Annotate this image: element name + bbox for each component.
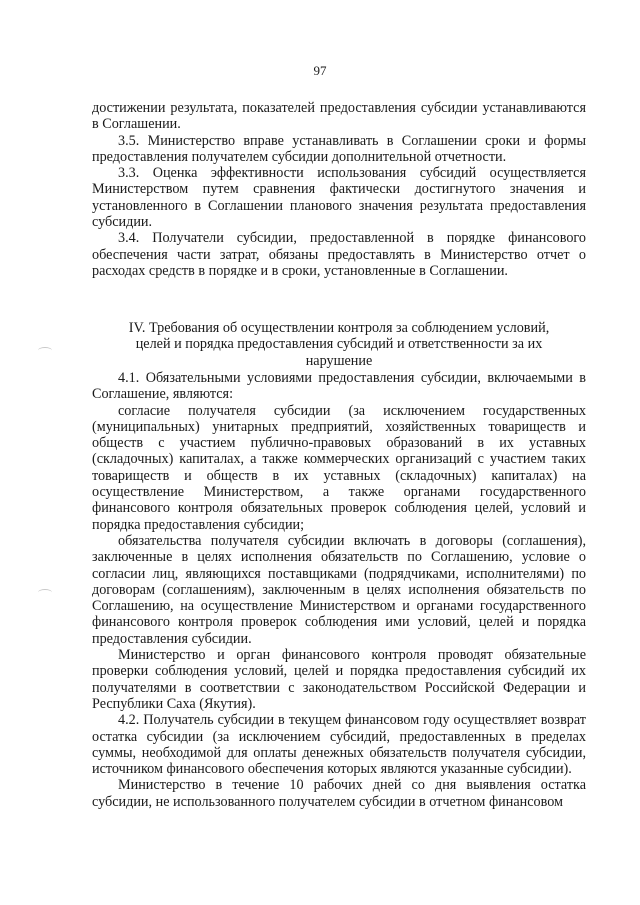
paragraph-ministry-checks: Министерство и орган финансового контроля проводят обязательные проверки соблюдения условий, целей и порядка предоставления субсидий их получателями в соответствии с законодательством Российской Федерации и Республики Саха (Якутия).	[92, 647, 586, 712]
heading-line: целей и порядка предоставления субсидий и ответственности за их	[135, 336, 543, 353]
paragraph-3-3: 3.3. Оценка эффективности использования субсидий осуществляется Министерством путем сравнения фактически достигнутого значения и установленного в Соглашении планового значения результата предоставления субсидии.	[92, 165, 586, 231]
paragraph-continuation: достижении результата, показателей предоставления субсидии устанавливаются в Соглашении.	[92, 100, 586, 133]
section-iv-heading	[92, 320, 586, 369]
paragraph-3-4: 3.4. Получатели субсидии, предоставленной в порядке финансового обеспечения части затрат, обязаны предоставлять в Министерство отчет о расходах средств в порядке и в сроки, установленные в Соглашении.	[92, 230, 586, 279]
page-number: 97	[313, 63, 327, 78]
paragraph-4-2: 4.2. Получатель субсидии в текущем финансовом году осуществляет возврат остатка субсидии (за исключением субсидий, предоставленных в пределах суммы, необходимой для оплаты денежных обязательств получателя субсидии, источником финансового обеспечения которых являются указанные субсидии).	[92, 712, 586, 778]
section-iv-body	[92, 370, 586, 810]
margin-mark	[38, 347, 52, 354]
margin-mark	[38, 589, 52, 596]
paragraph-3-5: 3.5. Министерство вправе устанавливать в Соглашении сроки и формы предоставления получателем субсидии дополнительной отчетности.	[92, 132, 586, 165]
heading-line: IV. Требования об осуществлении контроля за соблюдением условий,	[128, 320, 550, 336]
paragraph-4-1: 4.1. Обязательными условиями предоставления субсидии, включаемыми в Соглашение, являются:	[92, 370, 586, 403]
paragraph-obligation: обязательства получателя субсидии включать в договоры (соглашения), заключенные в целях исполнения обязательств по Соглашению, условие о согласии лиц, являющихся поставщиками (подрядчиками, исполнителями) по договорам (соглашениям), заключенным в целях исполнения обязательств по Соглашению, на осуществление Министерством и органами государственного финансового контроля проверок соблюдения ими условий, целей и порядка предоставления субсидии.	[92, 532, 586, 647]
section-iii-continued	[92, 100, 586, 279]
paragraph-10-days: Министерство в течение 10 рабочих дней со дня выявления остатка субсидии, не использованного получателем субсидии в отчетном финансовом	[92, 777, 586, 810]
paragraph-consent: согласие получателя субсидии (за исключением государственных (муниципальных) унитарных предприятий, хозяйственных товариществ и обществ с участием публично-правовых образований в их уставных (складочных) капиталах, а также коммерческих организаций с участием таких товариществ и обществ в их уставных (складочных) капиталах) на осуществление Министерством, а также органами государственного финансового контроля обязательных проверок соблюдения целей, условий и порядка предоставления субсидии;	[92, 402, 586, 533]
heading-line: нарушение	[305, 352, 373, 369]
